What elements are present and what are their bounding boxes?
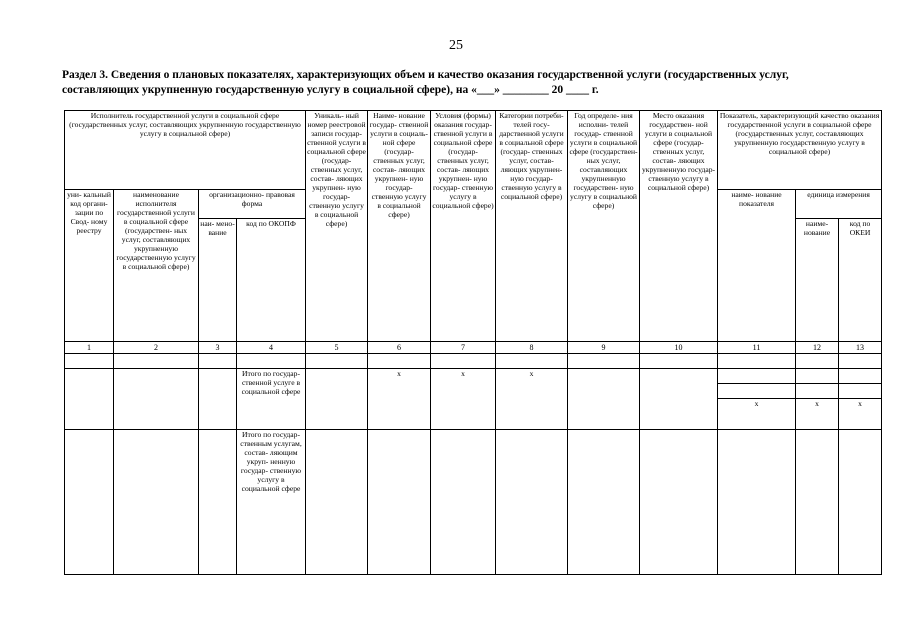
header-year: Год определе- ния исполни- телей государ- ственной услуги в социальной сфере (государствен- ных услуг, составляющих укрупненную государствен- ную услугу в социальной сфере): [568, 111, 640, 342]
header-unit-name: наиме- нование: [796, 219, 839, 342]
mark-x: x: [839, 399, 882, 430]
mark-x: x: [718, 399, 796, 430]
mark-x: x: [496, 369, 568, 430]
table-row: [65, 430, 882, 575]
col-number: 4: [237, 342, 306, 354]
page-number: 25: [449, 38, 463, 53]
col-number: 2: [114, 342, 199, 354]
total-service-label: Итого по государ- ственной услуге в социальной сфере: [237, 369, 306, 430]
header-executor-group: Исполнитель государственной услуги в социальной сфере (государственных услуг, составляющих укрупненную государственную услугу в социальной сфере): [65, 111, 306, 190]
header-executor-name: наименование исполнителя государственной услуги в социальной сфере (государствен- ных услуг, составляющих укрупненную государственную услугу в социальной сфере): [114, 190, 199, 342]
col-number: 13: [839, 342, 882, 354]
mark-x: x: [368, 369, 431, 430]
col-number: 10: [640, 342, 718, 354]
header-unit-group: единица измерения: [796, 190, 882, 219]
table-row: [65, 369, 882, 384]
section-title: Раздел 3. Сведения о плановых показателях, характеризующих объем и качество оказания государственной услуги (государственных услуг, составляющих укрупненную государственную услугу в социальной сфере), на «___» ________ 20 ____ г.: [62, 69, 789, 96]
header-categories: Категории потреби- телей госу- дарственной услуги в социальной сфере (государ- ственных услуг, состав- ляющих укрупнен- ную государ- ственную услугу в социальной сфере): [496, 111, 568, 342]
header-place: Место оказания государствен- ной услуги в социальной сфере (государ- ственных услуг, состав- ляющих укрупненную государ- ственную услугу в социальной сфере): [640, 111, 718, 342]
header-conditions: Условия (формы) оказания государ- ственной услуги в социальной сфере (государ- ственных услуг, состав- ляющих укрупнен- ную государ- ственную услугу в социальной сфере): [431, 111, 496, 342]
header-org-legal-form: организационно- правовая форма: [199, 190, 306, 219]
col-number: 12: [796, 342, 839, 354]
header-service-name: Наиме- нование государ- ственной услуги в социаль- ной сфере (государ- ственных услуг, состав- ляющих укрупнен- ную государ- ственную услугу в социальной сфере): [368, 111, 431, 342]
col-number: 8: [496, 342, 568, 354]
plan-indicators-table: [64, 110, 882, 575]
col-number: 3: [199, 342, 237, 354]
mark-x: x: [431, 369, 496, 430]
col-number: 6: [368, 342, 431, 354]
col-number: 11: [718, 342, 796, 354]
header-okopf-code: код по ОКОПФ: [237, 219, 306, 342]
header-org-form-name: наи- мено- вание: [199, 219, 237, 342]
col-number: 9: [568, 342, 640, 354]
header-unique-record: Уникаль- ный номер реестровой записи государ- ственной услуги в социальной сфере (государ- ственных услуг, состав- ляющих укрупнен- ную государ- ственную услугу в социальной сфере): [306, 111, 368, 342]
total-aggregated-label: Итого по государ- ственным услугам, состав- ляющим укруп- ненную государ- ственную услугу в социальной сфере: [237, 430, 306, 575]
header-indicator-group: Показатель, характеризующий качество оказания государственной услуги в социальной сфере (государственных услуг, составляющих укрупненную государственную услугу в социальной сфере): [718, 111, 882, 190]
col-number: 7: [431, 342, 496, 354]
header-unique-code: уни- кальный код органи- зации по Свод- ному реестру: [65, 190, 114, 342]
col-number: 5: [306, 342, 368, 354]
table-row: [65, 354, 882, 369]
mark-x: x: [796, 399, 839, 430]
header-indicator-name: наиме- нование показателя: [718, 190, 796, 342]
col-number: 1: [65, 342, 114, 354]
header-okei-code: код по ОКЕИ: [839, 219, 882, 342]
